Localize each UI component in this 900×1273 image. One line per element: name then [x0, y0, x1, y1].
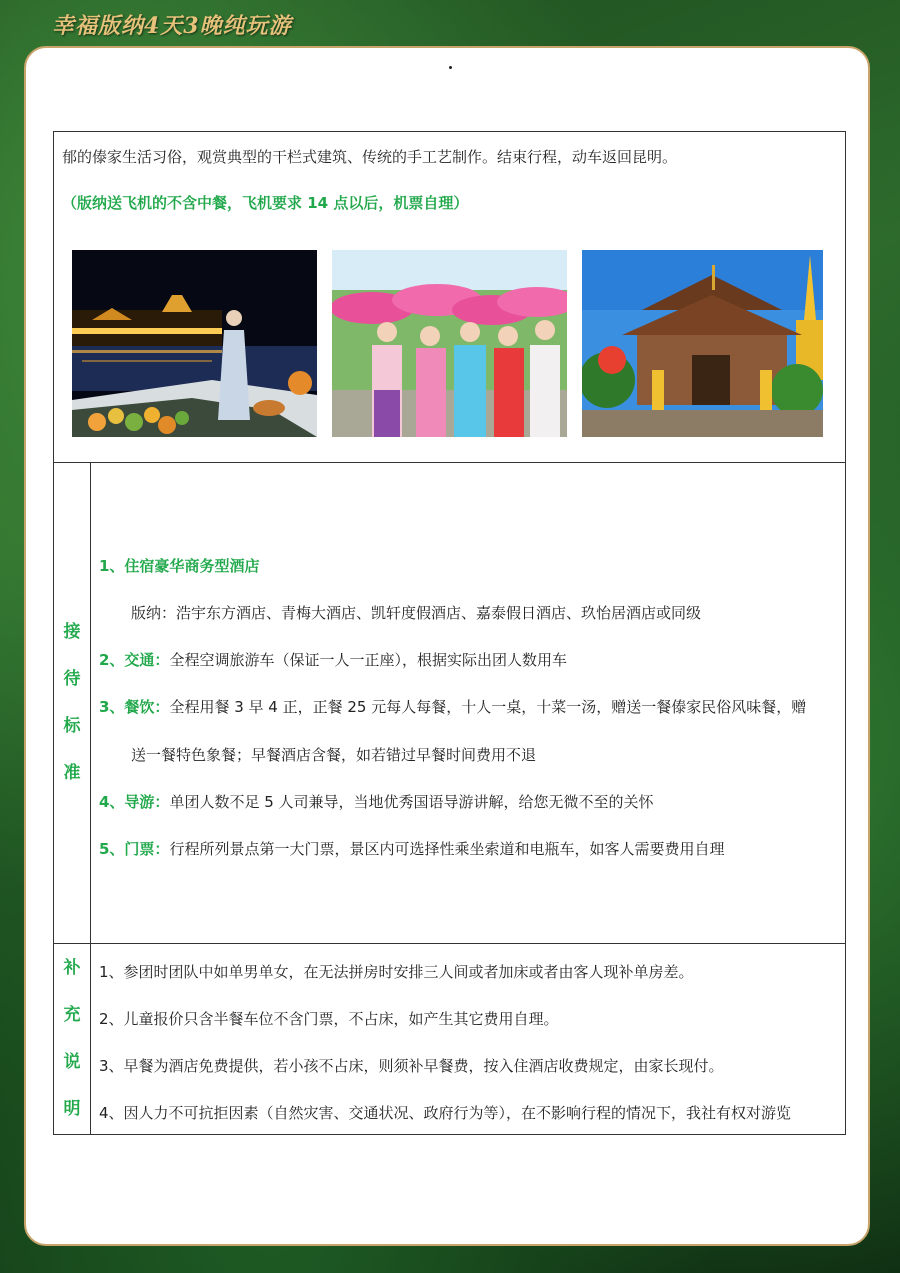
- tickets-text: 行程所列景点第一大门票，景区内可选择性乘坐索道和电瓶车，如客人需要费用自理: [169, 840, 725, 858]
- supplement-item: 1、参团时团队中如单男单女，在无法拼房时安排三人间或者加床或者由客人现补单房差。: [99, 963, 694, 981]
- reception-standard-label: [54, 463, 91, 944]
- accommodation-hotels: 版纳：浩宇东方酒店、青梅大酒店、凯轩度假酒店、嘉泰假日酒店、玖怡居酒店或同级: [131, 604, 702, 622]
- tickets-item: [99, 838, 724, 859]
- guide-label: 4、导游：: [99, 793, 170, 811]
- label-char: 准: [63, 763, 81, 783]
- supplement-item: 2、儿童报价只含半餐车位不含门票，不占床，如产生其它费用自理。: [99, 1010, 559, 1028]
- photo-dai-girls-umbrellas: [332, 250, 567, 437]
- accommodation-title: 1、住宿豪华商务型酒店: [99, 557, 260, 575]
- label-char: 补: [63, 958, 81, 978]
- transport-label: 2、交通：: [99, 651, 170, 669]
- tickets-label: 5、门票：: [99, 840, 170, 858]
- label-char: 说: [63, 1052, 81, 1072]
- itinerary-text: 郁的傣家生活习俗，观赏典型的干栏式建筑、传统的手工艺制作。结束行程，动车返回昆明。: [62, 148, 678, 166]
- label-char: 标: [63, 716, 81, 736]
- meals-text: 全程用餐 3 早 4 正，正餐 25 元每人每餐，十人一桌，十菜一汤，赠送一餐傣家民俗风味餐，赠: [169, 698, 807, 716]
- supplement-label: [54, 944, 91, 1135]
- service-standard-table: [53, 462, 846, 1135]
- meals-label: 3、餐饮：: [99, 698, 170, 716]
- flight-note: （版纳送飞机的不含中餐，飞机要求 14 点以后，机票自理）: [62, 194, 469, 212]
- photo-night-river-market: [72, 250, 317, 437]
- label-char: 接: [63, 622, 81, 642]
- supplement-item: 4、因人力不可抗拒因素（自然灾害、交通状况、政府行为等），在不影响行程的情况下，我社有权对游览: [99, 1104, 792, 1122]
- meals-item: [99, 696, 806, 717]
- supplement-item: 3、早餐为酒店免费提供，若小孩不占床，则须补早餐费，按入住酒店收费规定，由家长现付。: [99, 1057, 724, 1075]
- page-header-title: 幸福版纳4天3晚纯玩游: [52, 13, 292, 39]
- decorative-dot: [449, 66, 452, 69]
- meals-text-continued: 送一餐特色象餐；早餐酒店含餐，如若错过早餐时间费用不退: [131, 746, 537, 764]
- transport-text: 全程空调旅游车（保证一人一正座），根据实际出团人数用车: [169, 651, 567, 669]
- photo-dai-temple: [582, 250, 823, 437]
- guide-text: 单团人数不足 5 人司兼导，当地优秀国语导游讲解，给您无微不至的关怀: [169, 793, 654, 811]
- reception-standard-content: [91, 463, 846, 944]
- guide-item: [99, 791, 654, 812]
- itinerary-box: [53, 131, 846, 463]
- label-char: 明: [63, 1099, 81, 1119]
- supplement-content: [91, 944, 846, 1135]
- transport-item: [99, 649, 567, 670]
- label-char: 充: [63, 1005, 81, 1025]
- label-char: 待: [63, 669, 81, 689]
